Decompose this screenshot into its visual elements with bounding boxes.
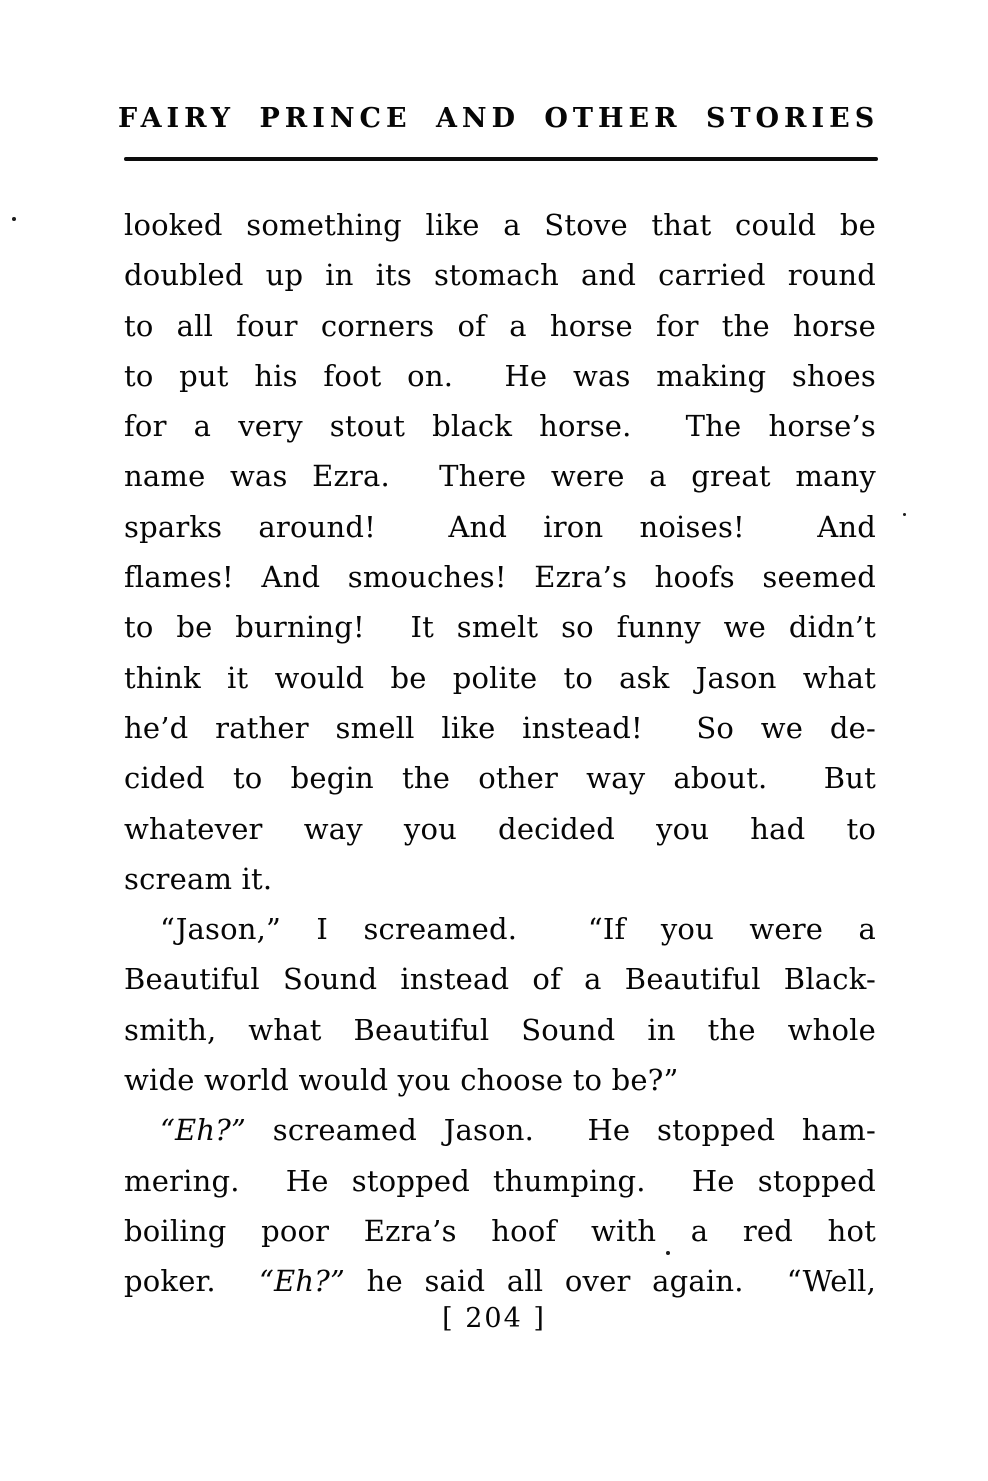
text-line: mering. He stopped thumping. He stopped xyxy=(124,1163,876,1198)
text-line paragraph-start xyxy=(124,1105,876,1155)
text-line: smith, what Beautiful Sound in the whole xyxy=(124,1012,876,1047)
header-rule xyxy=(124,157,878,161)
text-line: whatever way you decided you had to xyxy=(124,811,876,846)
italic-phrase: “Eh?” xyxy=(160,1113,247,1148)
text-line xyxy=(124,1256,876,1306)
text-line: Beautiful Sound instead of a Beautiful Black- xyxy=(124,962,876,997)
text-line paragraph-start: “Jason,” I screamed. “If you were a xyxy=(160,912,876,947)
text-line: think it would be polite to ask Jason what xyxy=(124,660,876,695)
text-line: cided to begin the other way about. But xyxy=(124,761,876,796)
text-line: for a very stout black horse. The horse’s xyxy=(124,409,876,444)
text-line: flames! And smouches! Ezra’s hoofs seemed xyxy=(124,560,876,595)
text-line: to be burning! It smelt so funny we didn’t xyxy=(124,610,876,645)
text-segment: poker. xyxy=(124,1264,260,1299)
scan-speck xyxy=(903,513,906,516)
text-segment: screamed Jason. He stopped ham- xyxy=(246,1113,876,1148)
text-line: sparks around! And iron noises! And xyxy=(124,509,876,544)
text-line paragraph-end: wide world would you choose to be?” xyxy=(124,1063,679,1098)
text-line: doubled up in its stomach and carried round xyxy=(124,258,876,293)
text-line: to all four corners of a horse for the horse xyxy=(124,308,876,343)
text-segment: he said all over again. “Well, xyxy=(345,1264,876,1299)
page-number: [ 204 ] xyxy=(442,1303,546,1334)
text-line: to put his foot on. He was making shoes xyxy=(124,358,876,393)
text-line: boiling poor Ezra’s hoof with a red hot xyxy=(124,1213,876,1248)
italic-phrase: “Eh?” xyxy=(259,1264,346,1299)
running-head: FAIRY PRINCE AND OTHER STORIES xyxy=(118,103,880,134)
page-text xyxy=(124,200,876,1307)
text-line paragraph-end: scream it. xyxy=(124,861,273,896)
scan-speck xyxy=(666,1251,670,1255)
text-line: name was Ezra. There were a great many xyxy=(124,459,876,494)
text-line: looked something like a Stove that could be xyxy=(124,208,876,242)
scan-speck xyxy=(12,217,16,221)
text-line: he’d rather smell like instead! So we de- xyxy=(124,710,876,745)
